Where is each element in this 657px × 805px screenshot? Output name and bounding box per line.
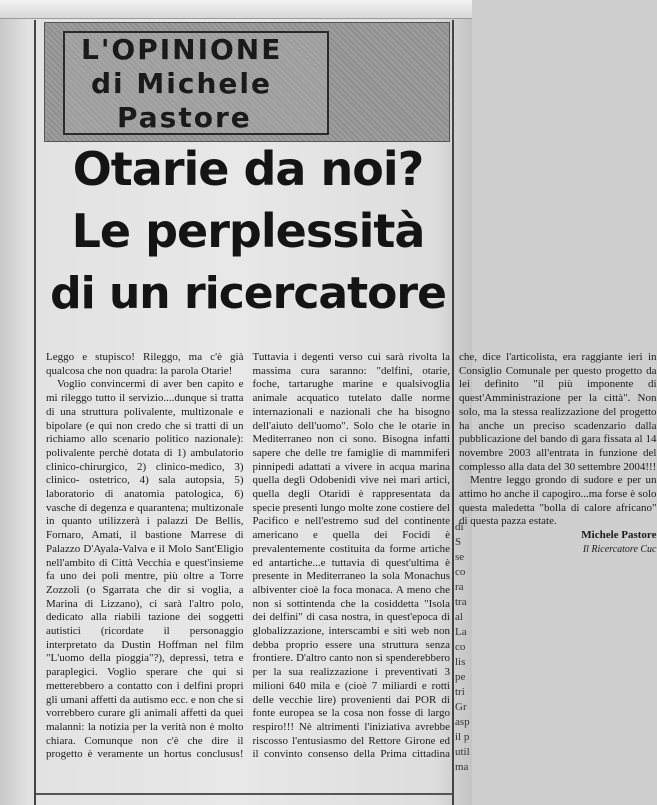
article-paragraph: Voglio convincermi di aver ben capito e mi rileggo tutto il servizio....dunque si tratta di una struttura polivalente, multizonale e bipolare (e qui non credo che si tratti di un richiamo allo scenario politico nazionale): polivalente perchè dotata di 1) ambulatorio clinico-chirurgico, 2) clinico-medico, 3) clinico- ostetrico, 4) sala autopsia, 5) laboratorio di anatomia patologica, 6) vasche di degenza e quarantena; multizonale in quanto utilizzerà i palazzi De Bellis, Fornaro, Amati, il bastione Marrese di Palazzo D'Ayala-Valva e il Molo Sant'Eligio nell'ambito di Città Vecchia e quest'insieme fa uno dei poli mentre, più oltre a Torre Zozzoli (o Sgarrata che dir si voglia, a Marina di Lizzano), ci sarà l'altro polo, dedicato alla riabili tazione dei soggetti autistici (ricordate il personaggio interpretato da Dustin Hoffman nel film "L'uomo della pioggia"?), depressi, tetra e paraplegici. Voglio sperare che qui si metterebbero a contatto con i delfini propri gli umani affetti da autismo ecc. e non che si vorrebbero curare gli animali affetti da quei malanni: la notizia per la verità non è molto chiara. Comunque non c'è che dire il progetto è veramente un hortus conclusus! Tuttavia i degenti verso cui sarà rivolta la massima cura saranno: "delfini, otarie, foche, tartarughe marine e qualsivoglia animale acquatico tutelato dalle norme internazionali e nazionali che ha bisogno dell'aiuto dell'uomo". Solo che le otarie in Mediterraneo non ci sono. Bisogna infatti sapere che delle tre famiglie di mammiferi pinnipedi adattati a vivere in acqua marina quella degli Odobenidi vive nei mari artici, quella degli Otaridi è rappresentata da specie presenti lungo molte zone costiere del Pacifico e nell'estremo sud del continente americano e quella dei Focidi è prevalentemente costituita da forme artiche ed antartiche...e tuttavia di quest'ultima è presente in Mediterraneo la sola Monachus albiventer cioè la foca monaca. A meno che non si sottintenda che la cosiddetta "Isola dei delfini" di casa nostra, in quest'epoca di globalizzazione, interscambi e siti web non debba proprio essere una struttura senza frontiere. D'altro canto non si spenderebbero per la sua realizzazione i preventivati 3 milioni 640 mila e (cioè 7 miliardi e rotti delle vecchie lire) provenienti dai POR di fonte europea se la cosa non fosse di largo respiro!!! Nè altrimenti l'iniziativa avrebbe riscosso l'entusiasmo del Rettore Girone ed il convinto consenso della Prima cittadina che, dice l'articolista, era raggiante ieri in Consiglio Comunale per questo progetto da lei definito "il più imponente di quest'Amministrazione per la città". Non solo, ma la stessa realizzazione del progetto ha anche un preciso scadenzario dalla pubblicazione del bando di gara fissata al 14 novembre 2003 all'entrata in funzione del complesso alla data del 30 settembre 2004!!! [46,351,657,761]
left-column-rule [34,20,36,805]
author-role: Il Ricercatore Cuc [582,543,657,555]
edge-word: Gr [455,701,467,713]
headline-line-3: di un ricercatore [50,268,446,319]
article-body [46,351,657,767]
edge-word: al [455,611,463,623]
author-name: Michele Pastore [581,529,657,542]
edge-word: La [455,626,467,638]
edge-word: util [455,746,470,758]
edge-word: ma [455,761,469,773]
adjacent-column-fragment [455,520,472,775]
edge-word: ra [455,581,464,593]
edge-word: asp [455,716,470,728]
bottom-rule [36,793,452,795]
article-paragraph: Leggo e stupisco! Rileggo, ma c'è già qualcosa che non quadra: la parola Otarie! [46,351,244,377]
edge-word: lis [455,656,466,668]
edge-word: tri [455,686,465,698]
edge-word: il p [455,731,470,743]
opinion-banner [44,22,450,142]
edge-word: se [455,551,465,563]
edge-word: co [455,641,466,653]
edge-word: pe [455,671,466,683]
banner-line-1: L'OPINIONE [81,33,283,66]
article-paragraph: Mentre leggo grondo di sudore e per un attimo ho anche il capogiro...ma forse è solo questa maledetta "bolla di calore africano" di questa pazza estate. [459,474,657,528]
page-top-edge [0,0,472,19]
headline-line-2: Le perplessità [71,204,425,258]
edge-word: co [455,566,466,578]
banner-line-2: di Michele [91,67,272,100]
banner-line-3: Pastore [117,101,252,134]
edge-word: di [455,521,464,533]
edge-word: S [455,536,462,548]
headline-line-1: Otarie da noi? [72,142,424,196]
edge-word: tra [455,596,467,608]
article-signature [459,529,657,556]
right-column-rule [452,20,454,805]
